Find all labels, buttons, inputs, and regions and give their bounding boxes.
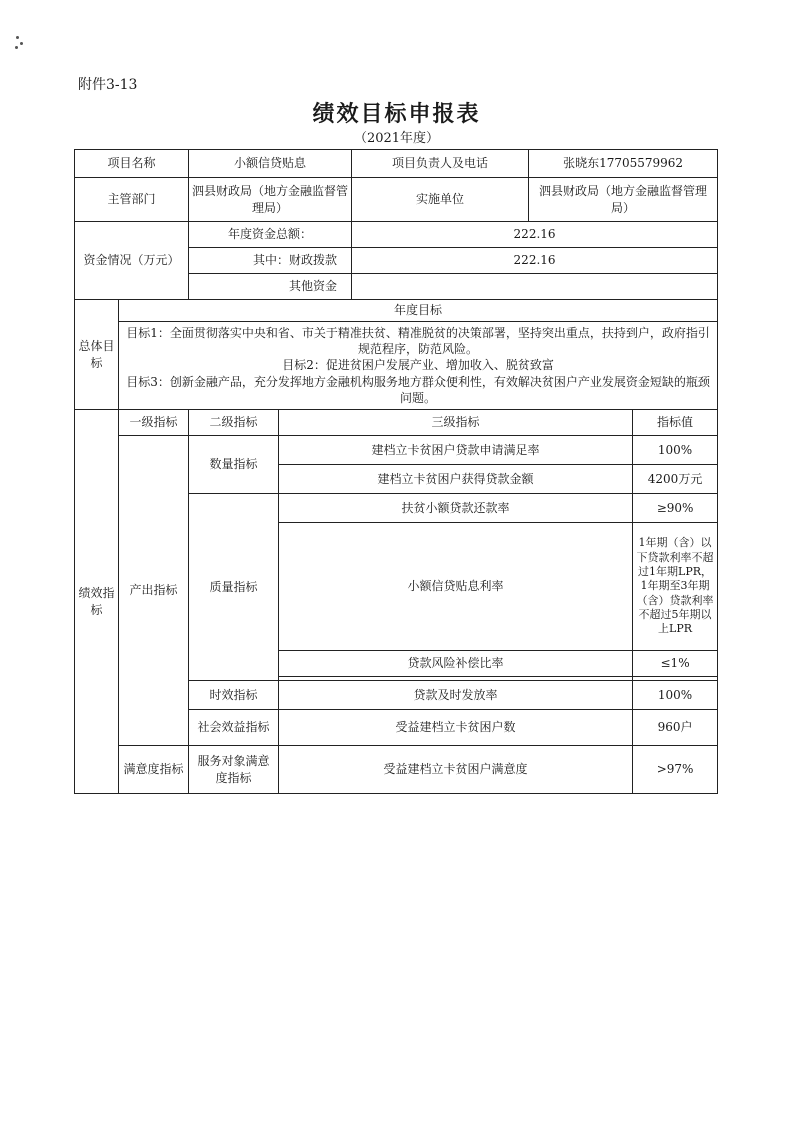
- social-label: 社会效益指标: [189, 710, 279, 746]
- indicator-value-5: ≤1%: [633, 651, 718, 677]
- indicator-row-5: 贷款风险补偿比率: [279, 651, 633, 677]
- annex-label: 附件3-13: [78, 77, 138, 93]
- indicator-value-4: 1年期（含）以下贷款利率不超过1年期LPR，1年期至3年期（含）贷款利率不超过5年期以上LPR: [633, 523, 718, 651]
- corner-marks: [14, 36, 28, 50]
- funds-other-value: [352, 274, 718, 300]
- indicator-value-3: ≥90%: [633, 494, 718, 523]
- output-label: 产出指标: [119, 436, 189, 746]
- level1-header: 一级指标: [119, 410, 189, 436]
- impl-value: 泗县财政局（地方金融监督管理局）: [529, 178, 718, 222]
- indicator-row-8: 受益建档立卡贫困户满意度: [279, 746, 633, 794]
- indicator-row-7: 受益建档立卡贫困户数: [279, 710, 633, 746]
- funds-fiscal-value: 222.16: [352, 248, 718, 274]
- objective-2: 目标2：促进贫困户发展产业、增加收入、脱贫致富: [282, 358, 554, 373]
- objective-3: 目标3：创新金融产品，充分发挥地方金融机构服务地方群众便利性，有效解决贫困户产业发展资金短缺的瓶颈问题。: [126, 374, 710, 405]
- page-title: 绩效目标申报表: [312, 102, 481, 127]
- dept-value: 泗县财政局（地方金融监督管理局）: [189, 178, 352, 222]
- indicator-row-1: 建档立卡贫困户贷款申请满足率: [279, 436, 633, 465]
- indicator-row-4: 小额信贷贴息利率: [279, 523, 633, 651]
- objective-1: 目标1：全面贯彻落实中央和省、市关于精准扶贫、精准脱贫的决策部署，坚持突出重点，扶持到户，政府指引规范程序，防范风险。: [126, 326, 710, 357]
- indicator-row-3: 扶贫小额贷款还款率: [279, 494, 633, 523]
- overall-label: 总体目标: [75, 300, 119, 410]
- project-name-value: 小额信贷贴息: [189, 150, 352, 178]
- overall-header: 年度目标: [119, 300, 718, 322]
- quality-label: 质量指标: [189, 494, 279, 681]
- funds-label: 资金情况（万元）: [75, 222, 189, 300]
- funds-total-value: 222.16: [352, 222, 718, 248]
- project-name-label: 项目名称: [75, 150, 189, 178]
- indicator-value-7: 960户: [633, 710, 718, 746]
- satisfaction-label: 满意度指标: [119, 746, 189, 794]
- indicator-row-6: 贷款及时发放率: [279, 681, 633, 710]
- project-contact-label: 项目负责人及电话: [352, 150, 529, 178]
- indicator-value-1: 100%: [633, 436, 718, 465]
- indicator-value-2: 4200万元: [633, 465, 718, 494]
- page-subtitle: （2021年度）: [353, 131, 440, 146]
- performance-form: [74, 149, 718, 794]
- level2-header: 二级指标: [189, 410, 279, 436]
- impl-label: 实施单位: [352, 178, 529, 222]
- service-label: 服务对象满意度指标: [189, 746, 279, 794]
- level3-header: 三级指标: [279, 410, 633, 436]
- funds-total-label: 年度资金总额：: [189, 222, 352, 248]
- funds-fiscal-label: 其中：财政拨款: [189, 248, 352, 274]
- value-header: 指标值: [633, 410, 718, 436]
- funds-other-label: 其他资金: [189, 274, 352, 300]
- indicators-label: 绩效指标: [75, 410, 119, 794]
- objectives-cell: [119, 322, 718, 410]
- indicator-value-6: 100%: [633, 681, 718, 710]
- quantity-label: 数量指标: [189, 436, 279, 494]
- timeliness-label: 时效指标: [189, 681, 279, 710]
- project-contact-value: 张晓东17705579962: [529, 150, 718, 178]
- dept-label: 主管部门: [75, 178, 189, 222]
- indicator-value-8: >97%: [633, 746, 718, 794]
- indicator-row-2: 建档立卡贫困户获得贷款金额: [279, 465, 633, 494]
